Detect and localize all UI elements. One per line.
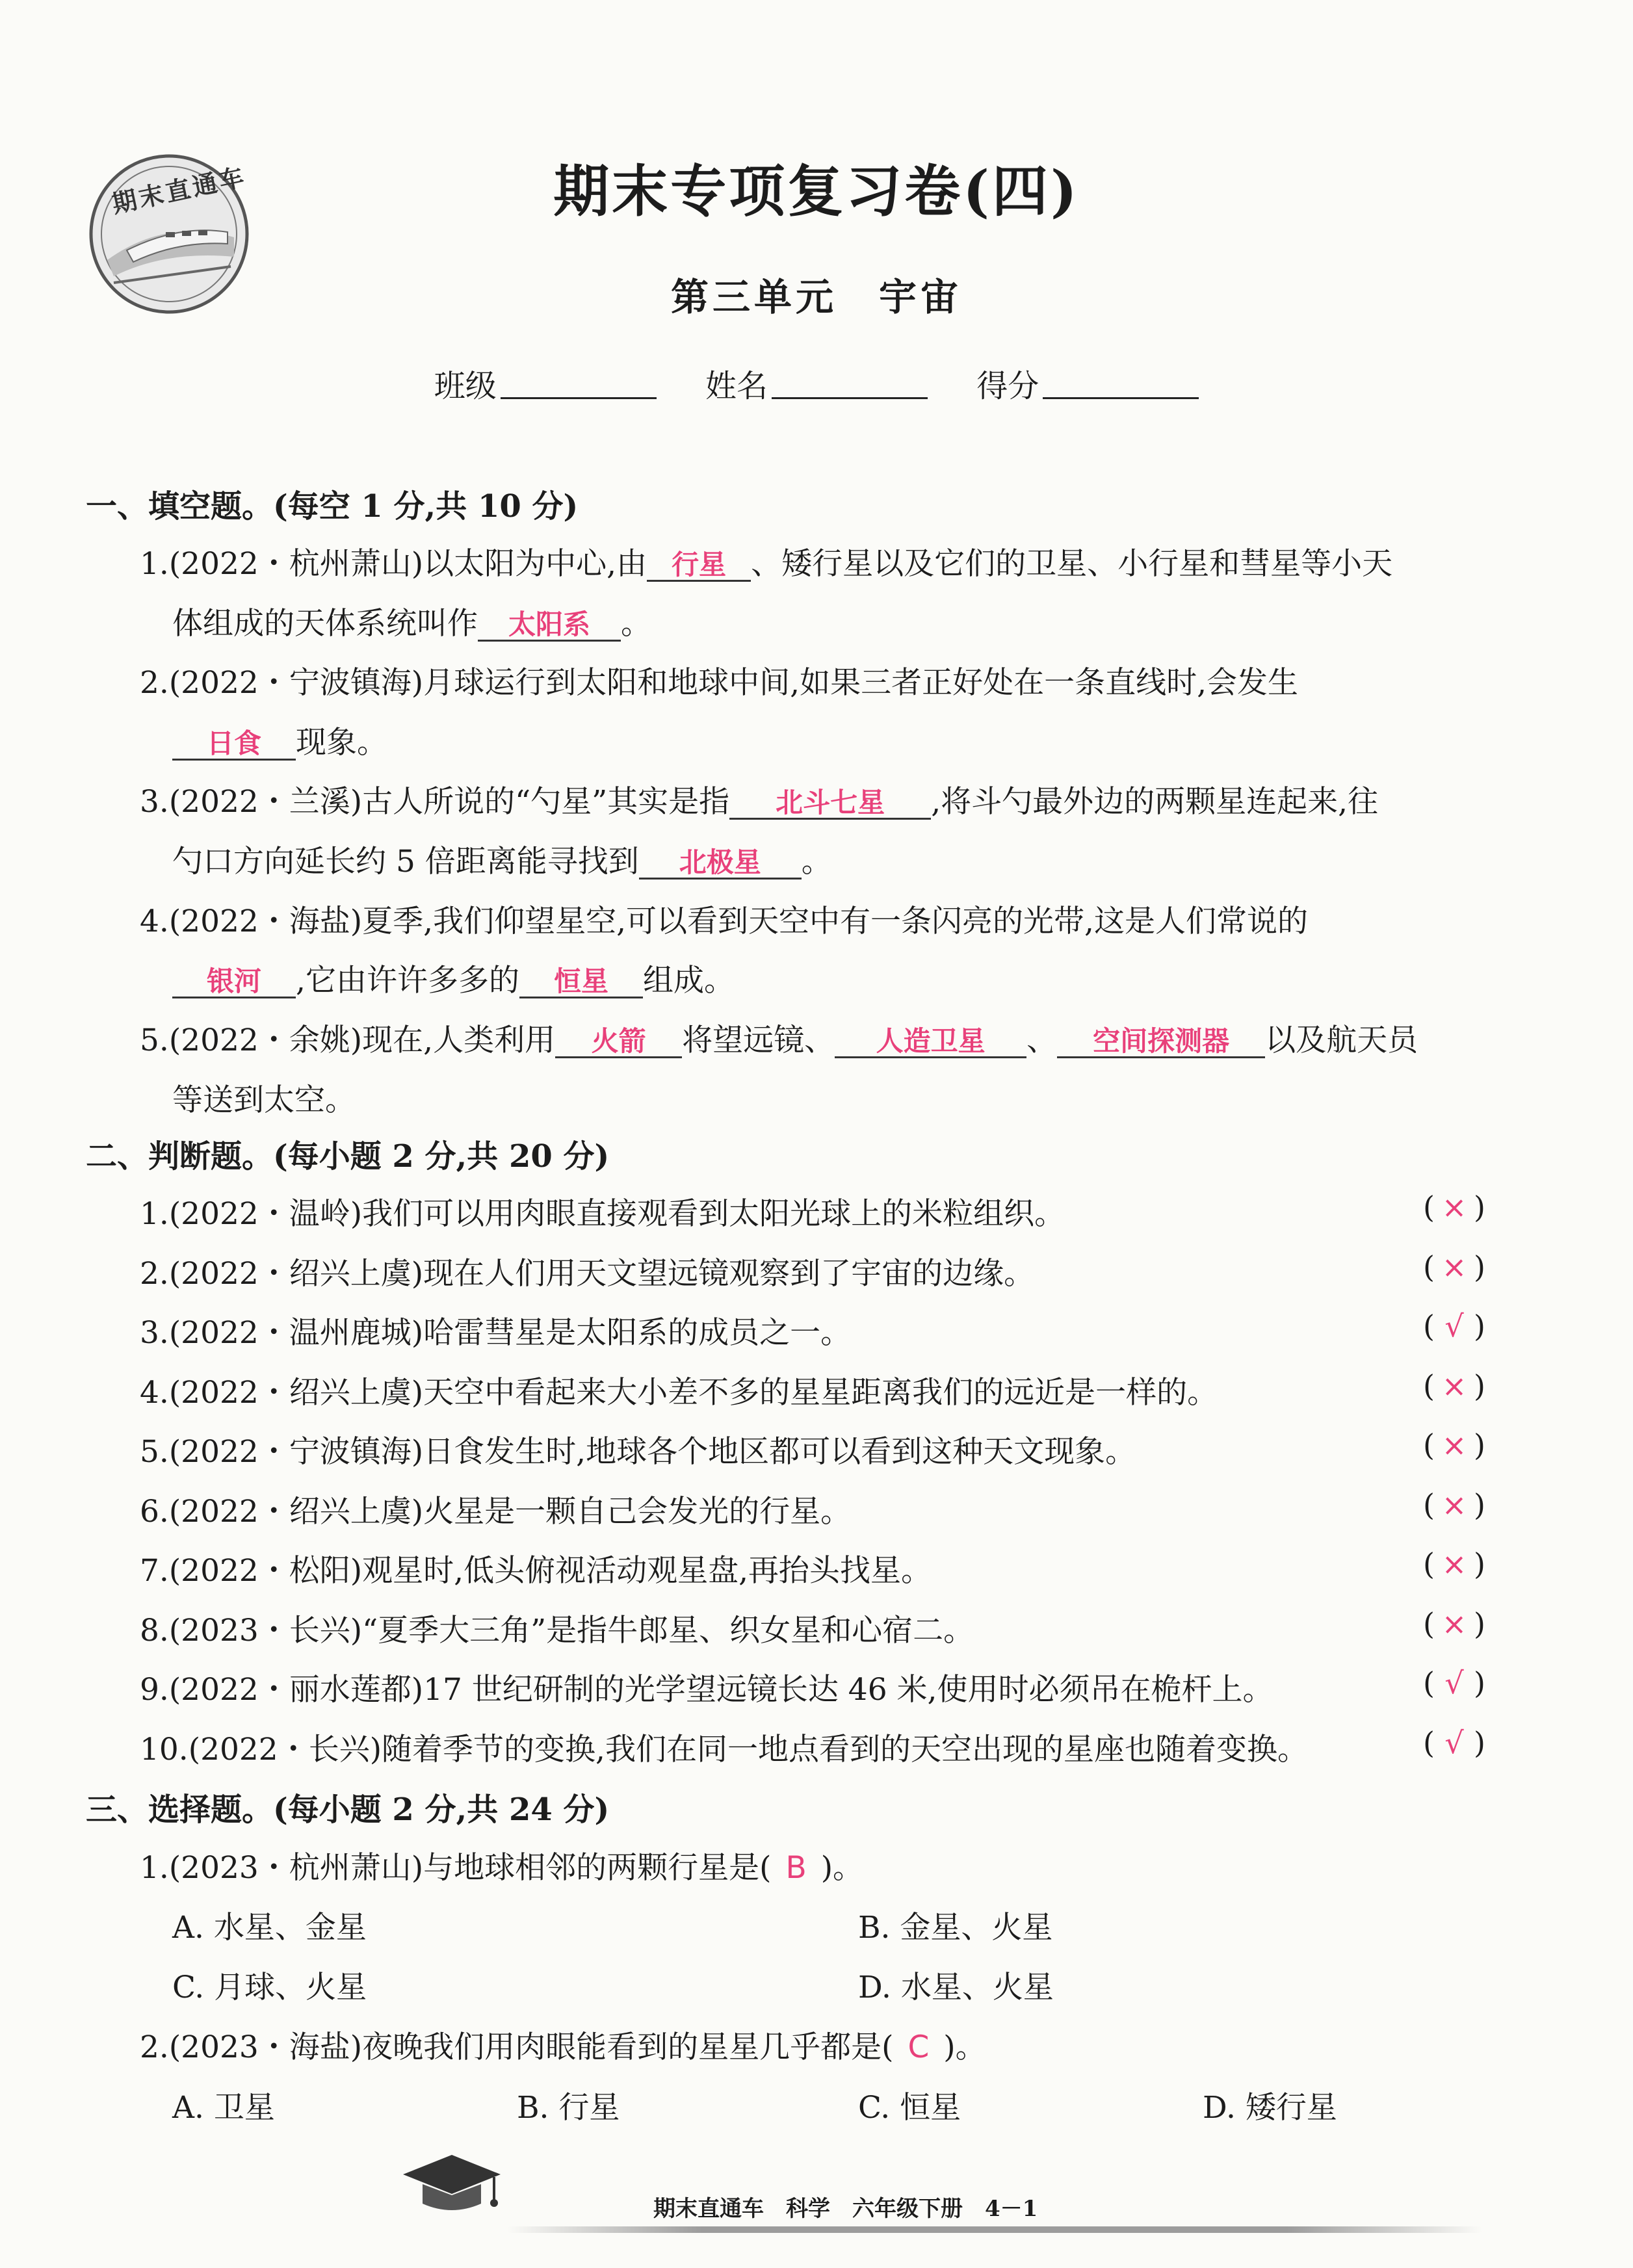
option-d[interactable]: D. 矮行星 (1203, 2090, 1337, 2126)
footer-divider (507, 2226, 1482, 2233)
judge-mark-10[interactable]: ( √ ) (1423, 1725, 1485, 1760)
question-text: 、矮行星以及它们的卫星、小行星和彗星等小天 (751, 546, 1393, 582)
option-d[interactable]: D. 水星、火星 (858, 1970, 1054, 2005)
judge-mark-1[interactable]: ( × ) (1423, 1190, 1485, 1225)
judge-item-8: 8.(2023・长兴)“夏季大三角”是指牛郎星、织女星和心宿二。 (140, 1613, 974, 1649)
question-text: 2.(2023・海盐)夜晚我们用肉眼能看到的星星几乎都是( (140, 2029, 894, 2065)
class-blank[interactable] (501, 397, 657, 399)
question-text: 。 (801, 844, 832, 880)
question-text: )。 (943, 2029, 986, 2065)
question-text: 现象。 (296, 725, 387, 761)
graduation-cap-icon (397, 2148, 507, 2220)
answer-blank[interactable]: 日食 (172, 729, 296, 761)
answer-blank[interactable]: 银河 (172, 967, 296, 998)
judge-item-7: 7.(2022・松阳)观星时,低头俯视活动观星盘,再抬头找星。 (140, 1553, 932, 1589)
option-b[interactable]: B. 金星、火星 (858, 1910, 1053, 1946)
judge-mark-2[interactable]: ( × ) (1423, 1249, 1485, 1284)
judge-item-2: 2.(2022・绍兴上虞)现在人们用天文望远镜观察到了宇宙的边缘。 (140, 1256, 1035, 1292)
question-text: 以及航天员 (1265, 1023, 1418, 1058)
fill-q3-line2 (172, 837, 832, 881)
answer-blank[interactable]: 太阳系 (478, 610, 621, 642)
option-a[interactable]: A. 卫星 (172, 2090, 275, 2126)
question-text: 、 (1026, 1023, 1058, 1058)
judge-answer: √ (1444, 1665, 1464, 1701)
judge-mark-4[interactable]: ( × ) (1423, 1368, 1485, 1403)
fill-q4-line1: 4.(2022・海盐)夏季,我们仰望星空,可以看到天空中有一条闪亮的光带,这是人们常说的 (140, 904, 1308, 939)
answer-blank[interactable]: 行星 (647, 550, 751, 582)
judge-mark-3[interactable]: ( √ ) (1423, 1309, 1485, 1344)
footer-text: 期末直通车 科学 六年级下册 4－1 (653, 2196, 1038, 2222)
judge-item-1: 1.(2022・温岭)我们可以用肉眼直接观看到太阳光球上的米粒组织。 (140, 1196, 1065, 1232)
question-text: 体组成的天体系统叫作 (172, 606, 478, 642)
question-text: 1.(2023・杭州萧山)与地球相邻的两颗行星是( (140, 1850, 772, 1886)
question-text: 1.(2022・杭州萧山)以太阳为中心,由 (140, 546, 647, 582)
question-text: 组成。 (642, 963, 735, 998)
answer-blank[interactable]: 火箭 (555, 1026, 682, 1058)
student-info-line (0, 361, 1633, 406)
answer-blank[interactable]: 空间探测器 (1057, 1026, 1265, 1058)
question-text: 。 (621, 606, 651, 642)
question-text: ,将斗勺最外边的两颗星连起来,往 (931, 784, 1379, 820)
fill-q5-line1 (140, 1016, 1418, 1060)
answer-blank[interactable]: 北斗七星 (729, 788, 931, 820)
judge-mark-5[interactable]: ( × ) (1423, 1427, 1485, 1463)
judge-item-5: 5.(2022・宁波镇海)日食发生时,地球各个地区都可以看到这种天文现象。 (140, 1434, 1136, 1470)
judge-item-6: 6.(2022・绍兴上虞)火星是一颗自己会发光的行星。 (140, 1494, 852, 1530)
score-label: 得分 (976, 368, 1039, 404)
logo-text: 期末直通车 (109, 161, 250, 219)
choice-q1 (140, 1844, 863, 1887)
judge-answer: × (1441, 1606, 1467, 1641)
name-label: 姓名 (705, 368, 768, 404)
judge-answer: × (1441, 1427, 1467, 1463)
score-blank[interactable] (1043, 397, 1199, 399)
judge-mark-7[interactable]: ( × ) (1423, 1546, 1485, 1582)
section2-heading: 二、判断题。(每小题 2 分,共 20 分) (86, 1138, 610, 1175)
question-text: 勺口方向延长约 5 倍距离能寻找到 (172, 844, 639, 880)
judge-answer: × (1441, 1546, 1467, 1582)
judge-answer: √ (1444, 1725, 1464, 1760)
option-c[interactable]: C. 恒星 (858, 2090, 961, 2126)
option-a[interactable]: A. 水星、金星 (172, 1910, 367, 1946)
fill-q2-line2 (172, 718, 387, 762)
question-text: ,它由许许多多的 (296, 963, 519, 998)
judge-mark-9[interactable]: ( √ ) (1423, 1665, 1485, 1701)
judge-item-9: 9.(2022・丽水莲都)17 世纪研制的光学望远镜长达 46 米,使用时必须吊在桅杆上。 (140, 1672, 1274, 1708)
judge-answer: × (1441, 1190, 1467, 1225)
choice-answer[interactable]: B (785, 1850, 807, 1886)
section3-heading: 三、选择题。(每小题 2 分,共 24 分) (86, 1792, 610, 1828)
section1-heading: 一、填空题。(每空 1 分,共 10 分) (86, 488, 579, 525)
question-text: 5.(2022・余姚)现在,人类利用 (140, 1023, 556, 1058)
judge-answer: × (1441, 1249, 1467, 1284)
page-subtitle: 第三单元 宇宙 (670, 275, 962, 319)
question-text: 3.(2022・兰溪)古人所说的“勺星”其实是指 (140, 784, 730, 820)
judge-item-4: 4.(2022・绍兴上虞)天空中看起来大小差不多的星星距离我们的远近是一样的。 (140, 1375, 1218, 1411)
option-b[interactable]: B. 行星 (517, 2090, 620, 2126)
option-c[interactable]: C. 月球、火星 (172, 1970, 367, 2005)
name-blank[interactable] (772, 397, 928, 399)
fill-q5-line2: 等送到太空。 (172, 1082, 356, 1118)
judge-item-3: 3.(2022・温州鹿城)哈雷彗星是太阳系的成员之一。 (140, 1315, 852, 1351)
judge-mark-6[interactable]: ( × ) (1423, 1487, 1485, 1522)
fill-q2-line1: 2.(2022・宁波镇海)月球运行到太阳和地球中间,如果三者正好处在一条直线时,会发生 (140, 665, 1299, 701)
judge-answer: × (1441, 1487, 1467, 1522)
fill-q1-line2 (172, 599, 651, 643)
choice-q2 (140, 2023, 986, 2066)
class-label: 班级 (434, 368, 497, 404)
answer-blank[interactable]: 人造卫星 (835, 1026, 1026, 1058)
answer-blank[interactable]: 北极星 (639, 848, 802, 880)
answer-blank[interactable]: 恒星 (519, 967, 643, 998)
judge-answer: × (1441, 1368, 1467, 1403)
question-text: )。 (820, 1850, 864, 1886)
fill-q3-line1 (140, 777, 1378, 821)
judge-answer: √ (1444, 1309, 1464, 1344)
judge-mark-8[interactable]: ( × ) (1423, 1606, 1485, 1641)
fill-q4-line2 (172, 956, 735, 1000)
question-text: 将望远镜、 (682, 1023, 835, 1058)
fill-q1-line1 (140, 540, 1392, 583)
page-title: 期末专项复习卷(四) (553, 159, 1080, 224)
choice-answer[interactable]: C (908, 2029, 930, 2065)
judge-item-10: 10.(2022・长兴)随着季节的变换,我们在同一地点看到的天空出现的星座也随着变换。 (140, 1732, 1308, 1767)
